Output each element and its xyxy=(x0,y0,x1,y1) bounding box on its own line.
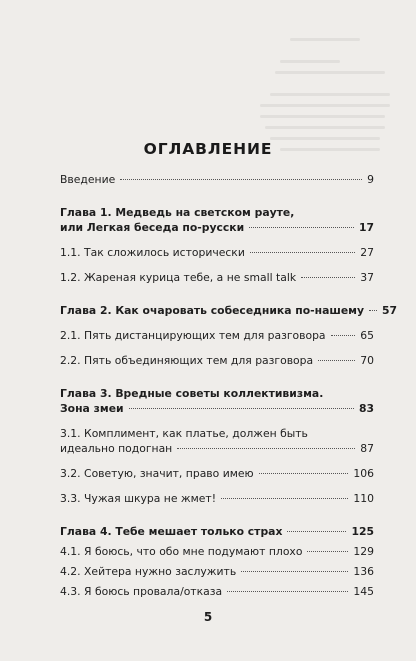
entry-text: 3.2. Советую, значит, право имею xyxy=(60,467,254,480)
entry-text: Введение xyxy=(60,173,116,186)
toc-entry-section-2-1[interactable] xyxy=(60,328,374,343)
entry-page: 136 xyxy=(353,565,374,578)
page-number: 5 xyxy=(203,610,213,624)
entry-text: 2.1. Пять дистанцирующих тем для разговора xyxy=(60,329,326,342)
dot-leader xyxy=(301,277,355,278)
dot-leader xyxy=(221,498,348,499)
entry-text: 2.2. Пять объединяющих тем для разговора xyxy=(60,354,314,367)
entry-page: 125 xyxy=(351,525,374,538)
dot-leader xyxy=(227,591,348,592)
dot-leader xyxy=(287,531,346,532)
entry-page: 27 xyxy=(360,246,374,259)
entry-page: 83 xyxy=(358,402,374,415)
entry-page: 37 xyxy=(360,271,374,284)
dot-leader xyxy=(120,179,362,180)
toc-entry-chapter-2[interactable] xyxy=(60,303,398,318)
toc-entry-intro[interactable] xyxy=(60,172,374,187)
dot-leader xyxy=(369,310,377,311)
entry-page: 65 xyxy=(360,329,374,342)
dot-leader xyxy=(241,571,348,572)
entry-text: Зона змеи xyxy=(60,402,124,415)
toc-entry-section-1-1[interactable] xyxy=(60,245,374,260)
toc-entry-section-4-2[interactable] xyxy=(60,564,374,579)
dot-leader xyxy=(129,408,354,409)
chapter-1-title-line1[interactable]: Глава 1. Медведь на светском рауте, xyxy=(60,206,295,219)
entry-text: 1.2. Жареная курица тебе, а не small talk xyxy=(60,271,297,284)
entry-text: Глава 4. Тебе мешает только страх xyxy=(60,525,283,538)
entry-page: 145 xyxy=(353,585,374,598)
entry-text: идеально подогнан xyxy=(60,442,173,455)
toc-entry-section-3-3[interactable] xyxy=(60,491,374,506)
dot-leader xyxy=(331,335,356,336)
entry-text: 4.2. Хейтера нужно заслужить xyxy=(60,565,237,578)
entry-text: 1.1. Так сложилось исторически xyxy=(60,246,245,259)
toc-entry-section-1-2[interactable] xyxy=(60,270,374,285)
chapter-3-title-line1[interactable]: Глава 3. Вредные советы коллективизма. xyxy=(60,387,324,400)
toc-entry-chapter-4[interactable] xyxy=(60,524,374,539)
dot-leader xyxy=(250,252,355,253)
entry-text: 3.3. Чужая шкура не жмет! xyxy=(60,492,217,505)
dot-leader xyxy=(177,448,355,449)
toc-entry-section-3-1[interactable] xyxy=(60,441,374,456)
entry-page: 106 xyxy=(353,467,374,480)
toc-entry-chapter-1[interactable] xyxy=(60,220,374,235)
dot-leader xyxy=(259,473,349,474)
entry-page: 57 xyxy=(382,304,398,317)
toc-entry-chapter-3[interactable] xyxy=(60,401,374,416)
toc-entry-section-2-2[interactable] xyxy=(60,353,374,368)
dot-leader xyxy=(307,551,348,552)
entry-page: 9 xyxy=(367,173,374,186)
toc-entry-section-3-2[interactable] xyxy=(60,466,374,481)
toc-title: ОГЛАВЛЕНИЕ xyxy=(143,140,273,158)
entry-text: 4.1. Я боюсь, что обо мне подумают плохо xyxy=(60,545,303,558)
entry-text: или Легкая беседа по-русски xyxy=(60,221,245,234)
entry-text: 4.3. Я боюсь провала/отказа xyxy=(60,585,223,598)
table-of-contents xyxy=(60,172,398,599)
dot-leader xyxy=(249,227,354,228)
entry-page: 129 xyxy=(353,545,374,558)
toc-entry-section-4-3[interactable] xyxy=(60,584,374,599)
entry-page: 87 xyxy=(360,442,374,455)
dot-leader xyxy=(318,360,355,361)
entry-text: Глава 2. Как очаровать собеседника по-нашему xyxy=(60,304,365,317)
entry-page: 17 xyxy=(358,221,374,234)
entry-page: 70 xyxy=(360,354,374,367)
entry-page: 110 xyxy=(353,492,374,505)
section-3-1-title-line1[interactable]: 3.1. Комплимент, как платье, должен быть xyxy=(60,427,308,440)
toc-entry-section-4-1[interactable] xyxy=(60,544,374,559)
